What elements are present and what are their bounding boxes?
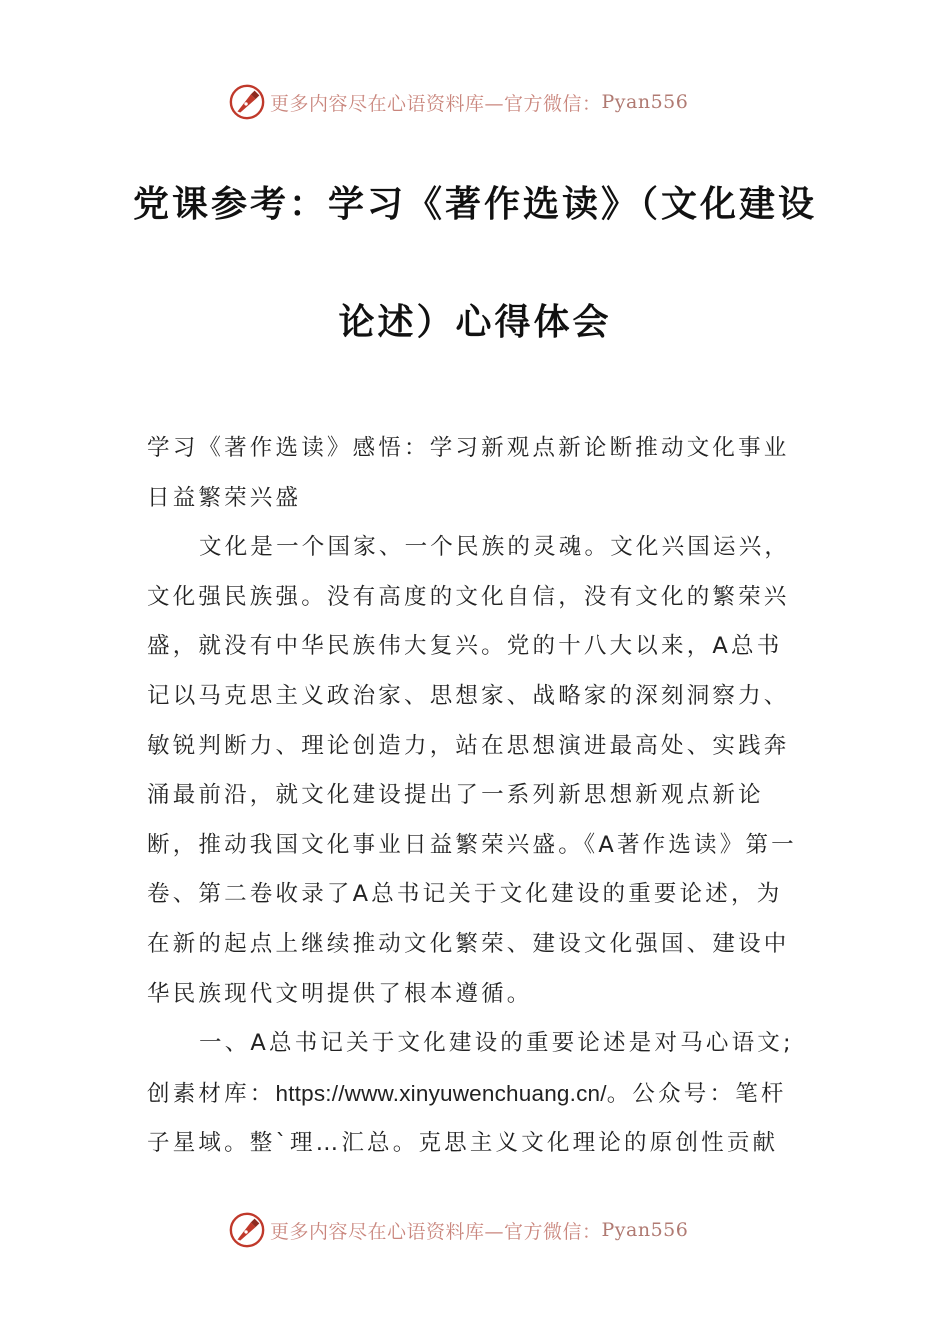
- pen-nib-icon: [228, 1211, 266, 1249]
- document-body: [147, 424, 807, 1169]
- watermark-wechat-id: Pyan556: [601, 91, 689, 113]
- watermark-wechat-id: Pyan556: [601, 1219, 689, 1241]
- footer-watermark: [228, 1210, 748, 1250]
- document-title-line-2: 论述）心得体会: [338, 301, 612, 343]
- paragraph-2-tail: 。公众号：笔杆子星域。整`理…汇总。克思主义文化理论的原创性贡献: [147, 1080, 787, 1157]
- document-title-line-1: 党课参考：学习《著作选读》（文化建设: [132, 183, 817, 225]
- source-link[interactable]: https://www.xinyuwenchuang.cn/: [275, 1080, 607, 1106]
- watermark-text: 更多内容尽在心语资料库—官方微信：: [270, 92, 602, 115]
- body-paragraph-2: [147, 1019, 807, 1169]
- pen-nib-icon: [228, 83, 266, 121]
- body-paragraph-1: 文化是一个国家、一个民族的灵魂。文化兴国运兴，文化强民族强。没有高度的文化自信，没有文化的繁荣兴盛，就没有中华民族伟大复兴。党的十八大以来，A总书记以马克思主义政治家、思想家、战略家的深刻洞察力、敏锐判断力、理论创造力，站在思想演进最高处、实践奔涌最前沿，就文化建设提出了一系列新思想新观点新论断，推动我国文化事业日益繁荣兴盛。《A著作选读》第一卷、第二卷收录了A总书记关于文化建设的重要论述，为在新的起点上继续推动文化繁荣、建设文化强国、建设中华民族现代文明提供了根本遵循。: [147, 534, 797, 1007]
- subtitle-paragraph: 学习《著作选读》感悟：学习新观点新论断推动文化事业日益繁荣兴盛: [147, 435, 790, 511]
- paragraph-2-lead: 一、A总书记关于文化建设的重要论述是对马心语文;创素材库：: [147, 1030, 794, 1107]
- watermark-text: 更多内容尽在心语资料库—官方微信：: [270, 1220, 602, 1243]
- header-watermark: [228, 82, 748, 122]
